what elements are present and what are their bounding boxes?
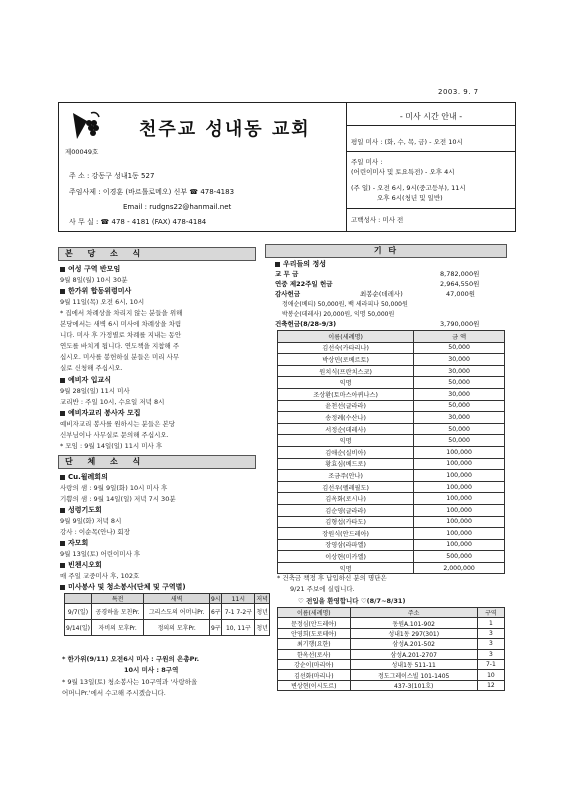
- table-cell: 30,000: [414, 365, 505, 377]
- address: 주 소 : 강동구 성내1동 527: [69, 172, 155, 180]
- issue-number: 제00049호: [65, 148, 99, 156]
- section-other: 기 타: [265, 244, 507, 258]
- table-cell: 30,000: [414, 354, 505, 366]
- table-cell: 7-1 7-2구: [222, 604, 255, 620]
- table-cell: 삼성A.201-2707: [350, 649, 477, 659]
- church-info: [59, 103, 347, 231]
- table-cell: 9/7(일): [65, 604, 92, 620]
- table-cell: 김애순(실비아): [278, 446, 414, 458]
- item-text: * 집에서 차례상을 차리지 않는 분들을 위해: [60, 309, 183, 317]
- table-cell: 변상현(이시도르): [278, 680, 351, 690]
- section-parish-news: 본 당 소 식: [58, 247, 256, 261]
- table-cell: 10, 11구: [222, 620, 255, 636]
- table-row: [278, 388, 505, 400]
- table-row: [65, 620, 270, 636]
- table-cell: 조상환(토마스아퀴나스): [278, 388, 414, 400]
- table-row: [278, 670, 505, 680]
- table-cell: 이름(세례명): [278, 608, 351, 618]
- newcomers-table: [277, 607, 505, 691]
- table-cell: 장원식(안드레아): [278, 528, 414, 540]
- table-cell: 10: [477, 670, 504, 680]
- item-text: 예비자교리 봉사를 원하시는 분들은 본당: [60, 420, 176, 428]
- column-header: 새벽: [144, 594, 210, 604]
- offering-value: 3,790,000원: [440, 320, 480, 328]
- item-title: 우리들의 정성: [275, 259, 326, 269]
- item-title: 성령기도회: [60, 505, 102, 515]
- table-cell: 송정례(수산나): [278, 412, 414, 424]
- table-cell: 김순영(글라라): [278, 504, 414, 516]
- office-phone: 사 무 실 : ☎ 478 - 4181 (FAX) 478-4184: [69, 218, 207, 226]
- item-text: 강사 : 이순목(안나) 회장: [60, 528, 130, 536]
- grape-chalice-logo-icon: [67, 109, 103, 145]
- table-cell: 강순이(마리아): [278, 659, 351, 669]
- item-text: 9월 13일(토) 어린이미사 후: [60, 550, 141, 558]
- item-text: 9월 28일(일) 11시 미사: [60, 387, 130, 395]
- table-cell: 윤천선(글라라): [278, 400, 414, 412]
- church-name: 천주교 성내동 교회: [139, 119, 311, 140]
- item-text: 십시오. 미사를 봉헌하실 분들은 미리 사무: [60, 353, 180, 361]
- table-cell: 12: [477, 680, 504, 690]
- table-cell: 이상현(미카엘): [278, 551, 414, 563]
- table-row: [278, 342, 505, 354]
- service-note: 10시 미사 : 8구역: [124, 666, 179, 674]
- column-header: 저녁: [255, 594, 270, 604]
- column-header: 9시: [210, 594, 222, 604]
- table-row: [278, 504, 505, 516]
- table-header-row: [65, 594, 270, 604]
- cleaning-note: 어머니Pr.'에서 수고해 주시겠습니다.: [62, 689, 166, 697]
- table-row: [278, 400, 505, 412]
- table-row: [278, 551, 505, 563]
- section-group-news: 단 체 소 식: [58, 455, 256, 469]
- table-row: [278, 680, 505, 690]
- table-header-row: [278, 608, 505, 618]
- table-cell: 문정심(안드레아): [278, 618, 351, 628]
- item-title: 예비자 입교식: [60, 375, 111, 385]
- table-cell: 1: [477, 618, 504, 628]
- offering-label: 건축헌금(8/28-9/3): [275, 320, 337, 328]
- item-text: 실로 신청해 주십시오.: [60, 364, 123, 372]
- item-text: * 모임 : 9월 14일(일) 11시 미사 후: [60, 442, 163, 450]
- table-row: [278, 639, 505, 649]
- item-title: 한가위 합동위령미사: [60, 286, 131, 296]
- table-cell: 9/14(일): [65, 620, 92, 636]
- table-cell: 50,000: [414, 342, 505, 354]
- table-cell: 장영삼(라파엘): [278, 539, 414, 551]
- mass-times-title: - 미사 시간 안내 -: [399, 112, 463, 121]
- table-row: [278, 365, 505, 377]
- table-cell: 익명: [278, 435, 414, 447]
- table-row: [278, 628, 505, 638]
- item-text: 매 주일 교중미사 후, 102호: [60, 572, 140, 580]
- table-cell: 3: [477, 639, 504, 649]
- table-row: [65, 604, 270, 620]
- table-row: [278, 618, 505, 628]
- table-cell: 30,000: [414, 412, 505, 424]
- sunday-evening-mass: 오후 6시(청년 및 일반): [377, 194, 443, 202]
- table-cell: 6구: [210, 604, 222, 620]
- table-cell: 50,000: [414, 400, 505, 412]
- divider: [347, 208, 515, 209]
- table-header-row: [278, 331, 505, 343]
- table-cell: 437-3(101호): [350, 680, 477, 690]
- item-text: 사랑의 샘 : 9월 9일(화) 10시 미사 후: [60, 484, 168, 492]
- table-row: [278, 481, 505, 493]
- table-cell: 익명: [278, 377, 414, 389]
- table-cell: 정도그레이스빌 101-1405: [350, 670, 477, 680]
- fund-note: 9/21 주보에 실립니다.: [290, 585, 355, 593]
- divider: [347, 151, 515, 152]
- item-title: 빈첸시오회: [60, 560, 102, 570]
- building-fund-table: [277, 330, 505, 574]
- table-cell: 청년: [255, 604, 270, 620]
- table-cell: 100,000: [414, 446, 505, 458]
- table-cell: 50,000: [414, 423, 505, 435]
- table-row: [278, 377, 505, 389]
- thanks-donors: 박봉순(데레사) 20,000원, 익명 50,000원: [282, 311, 395, 318]
- offering-label: 연중 제22주일 헌금: [275, 280, 333, 288]
- item-text: 기쁨의 샘 : 9월 14일(일) 저녁 7시 30분: [60, 495, 176, 503]
- table-cell: 황효심(베드로): [278, 458, 414, 470]
- offering-label: 교 무 금: [275, 270, 299, 278]
- saturday-mass-label: 주일 미사 :: [351, 158, 383, 166]
- item-title: 미사봉사 및 청소봉사(단체 및 구역별): [60, 582, 186, 592]
- table-row: [278, 659, 505, 669]
- divider: [347, 125, 515, 126]
- mass-times: [347, 103, 515, 231]
- table-cell: 금 액: [414, 331, 505, 343]
- table-cell: 이름(세례명): [278, 331, 414, 343]
- table-row: [278, 493, 505, 505]
- table-cell: 그리스도의 어머니Pr.: [144, 604, 210, 620]
- table-cell: 김선화(마리나): [278, 670, 351, 680]
- table-row: [278, 354, 505, 366]
- item-title: 예비자교리 봉사자 모집: [60, 408, 141, 418]
- item-text: 연도를 바치게 됩니다. 연도책을 지참해 주: [60, 342, 180, 350]
- table-cell: 100,000: [414, 481, 505, 493]
- table-row: [278, 458, 505, 470]
- table-cell: 안영희(도로테아): [278, 628, 351, 638]
- offering-value: 8,782,000원: [440, 270, 480, 278]
- item-title: Cu.월례회의: [60, 472, 108, 482]
- email: Email : rudgns22@hanmail.net: [123, 203, 232, 211]
- table-cell: 구역: [477, 608, 504, 618]
- table-cell: 삼성A.201-502: [350, 639, 477, 649]
- confession: 고백성사 : 미사 전: [351, 216, 404, 224]
- item-title: 자모회: [60, 538, 88, 548]
- item-text: 신부님이나 사무실로 문의해 주십시오.: [60, 431, 169, 439]
- table-cell: 100,000: [414, 528, 505, 540]
- table-cell: 익명: [278, 562, 414, 574]
- table-cell: 100,000: [414, 470, 505, 482]
- item-text: 9월 8일(월) 10시 30분: [60, 276, 128, 284]
- table-cell: 30,000: [414, 388, 505, 400]
- table-cell: 자비의 모후Pr.: [92, 620, 144, 636]
- column-header: 11시: [222, 594, 255, 604]
- table-row: [278, 412, 505, 424]
- table-row: [278, 435, 505, 447]
- table-cell: 3: [477, 628, 504, 638]
- table-row: [278, 649, 505, 659]
- item-text: 9월 9일(화) 저녁 8시: [60, 517, 122, 525]
- welcome-title: ♡ 전입을 환영합니다 ♡(8/7~8/31): [298, 597, 406, 605]
- table-cell: 9구: [210, 620, 222, 636]
- table-cell: 박상민(로베르토): [278, 354, 414, 366]
- saturday-mass: (어린이미사 및 토요특전) - 오후 4시: [351, 168, 455, 176]
- table-cell: 50,000: [414, 377, 505, 389]
- sunday-mass: (주 일) - 오전 6시, 9시(중고등부), 11시: [351, 184, 466, 192]
- table-cell: 김선숙(카타리나): [278, 342, 414, 354]
- masthead: [58, 102, 516, 232]
- table-cell: 100,000: [414, 504, 505, 516]
- table-cell: 2,000,000: [414, 562, 505, 574]
- table-cell: 100,000: [414, 458, 505, 470]
- table-cell: 김형섭(카타도): [278, 516, 414, 528]
- fund-note: * 건축금 책정 후 납입하신 분의 명단은: [277, 574, 387, 582]
- item-text: 교리반 : 주일 10시, 수요일 저녁 8시: [60, 398, 165, 406]
- table-row: [278, 516, 505, 528]
- table-cell: 원치식(프란치스코): [278, 365, 414, 377]
- table-row: [278, 446, 505, 458]
- issue-date: 2003. 9. 7: [438, 88, 479, 96]
- item-text: 니다. 미사 후 가정별로 차례를 지내는 동안: [60, 331, 182, 339]
- table-cell: 청년: [255, 620, 270, 636]
- priest-info: 주임사제 : 이경훈 (바르톨로메오) 신부 ☎ 478-4183: [69, 188, 235, 196]
- table-cell: 100,000: [414, 493, 505, 505]
- table-cell: 공경하올 모친Pr.: [92, 604, 144, 620]
- table-cell: 서정순(데레사): [278, 423, 414, 435]
- thanks-donors: 정애순(베티) 50,000원, 백 세라피나 50,000원: [282, 301, 408, 308]
- table-row: [278, 539, 505, 551]
- table-cell: 성내1동 511-11: [350, 659, 477, 669]
- table-cell: 7-1: [477, 659, 504, 669]
- table-row: [278, 470, 505, 482]
- offering-label: 감사헌금: [275, 290, 301, 298]
- table-cell: 최기행(요한): [278, 639, 351, 649]
- item-title: 여성 구역 반모임: [60, 264, 120, 274]
- service-note: * 한가위(9/11) 오전6시 미사 : 구원의 은총Pr.: [62, 655, 200, 663]
- thanks-donor: 최봉순(데레사): [360, 290, 403, 298]
- table-row: [278, 423, 505, 435]
- table-cell: 500,000: [414, 551, 505, 563]
- table-cell: 김옥화(로시나): [278, 493, 414, 505]
- table-cell: 정의의 모후Pr.: [144, 620, 210, 636]
- service-schedule-table: [64, 593, 270, 636]
- table-cell: 100,000: [414, 539, 505, 551]
- table-cell: 조금주(안나): [278, 470, 414, 482]
- thanks-amount: 47,000원: [446, 290, 476, 298]
- weekday-mass: 평일 미사 : (화, 수, 목, 금) - 오전 10시: [351, 138, 463, 146]
- table-cell: 김선우(펠레필도): [278, 481, 414, 493]
- table-cell: 50,000: [414, 435, 505, 447]
- table-cell: 100,000: [414, 516, 505, 528]
- column-header: 특전: [92, 594, 144, 604]
- table-cell: 동원A.101-902: [350, 618, 477, 628]
- offering-value: 2,964,550원: [440, 280, 480, 288]
- item-text: 9월 11일(목) 오전 6시, 10시: [60, 298, 145, 306]
- table-cell: 성내1동 297(301): [350, 628, 477, 638]
- table-cell: 한옥선(로사): [278, 649, 351, 659]
- table-cell: 3: [477, 649, 504, 659]
- table-cell: 주소: [350, 608, 477, 618]
- item-text: 본당에서는 새벽 6시 미사에 차례상을 차림: [60, 320, 182, 328]
- cleaning-note: * 9월 13일(토) 청소봉사는 10구역과 '사랑하올: [62, 678, 198, 686]
- table-row: [278, 528, 505, 540]
